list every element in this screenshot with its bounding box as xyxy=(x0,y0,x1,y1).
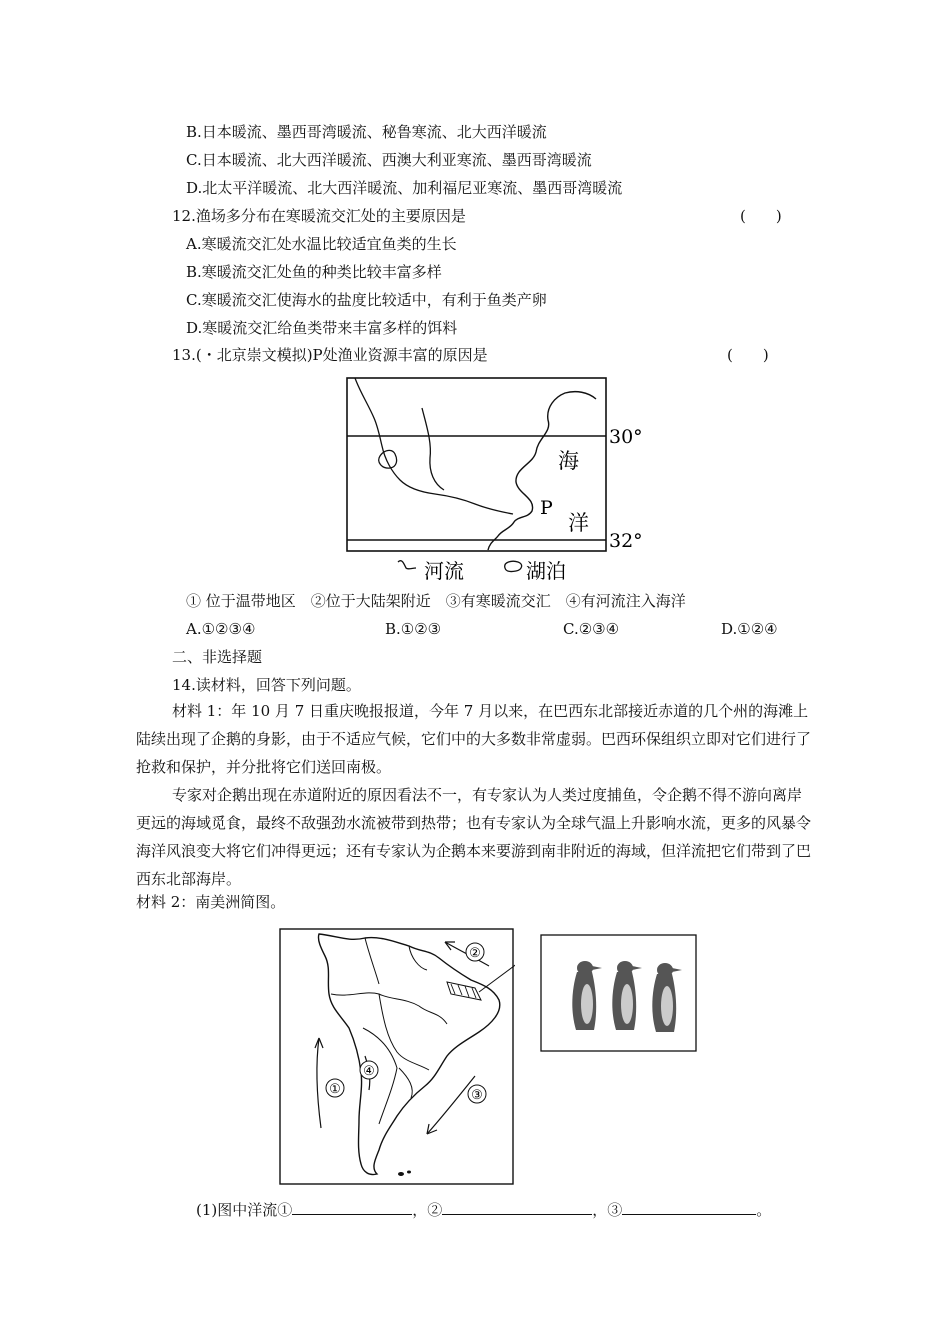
q11-option-b: B.日本暖流、墨西哥湾暖流、秘鲁寒流、北大西洋暖流 xyxy=(186,123,547,141)
south-america-map xyxy=(279,928,515,1188)
q14-sub1 xyxy=(196,1200,771,1220)
q13-statements: ① 位于温带地区 ②位于大陆架附近 ③有寒暖流交汇 ④有河流注入海洋 xyxy=(186,592,686,610)
q12-option-b: B.寒暖流交汇处鱼的种类比较丰富多样 xyxy=(186,263,442,281)
q14-sub1-sep2: ，③ xyxy=(592,1201,623,1219)
current-label-4: ④ xyxy=(363,1064,375,1079)
q14-sub1-sep: ，② xyxy=(412,1201,443,1219)
q14-sub1-prefix: (1)图中洋流① xyxy=(196,1201,293,1219)
river-main xyxy=(355,378,513,514)
answer-blank-2[interactable] xyxy=(442,1200,592,1215)
q14-material-2: 材料 2：南美洲简图。 xyxy=(136,893,286,911)
q13-stem: 13.(・北京崇文模拟)P处渔业资源丰富的原因是 xyxy=(172,346,488,364)
legend-lake-symbol xyxy=(505,561,522,571)
legend-river-symbol xyxy=(398,561,416,569)
current-label-2: ② xyxy=(469,946,481,961)
q12-stem: 12.渔场多分布在寒暖流交汇处的主要原因是 xyxy=(172,207,466,225)
section-heading: 二、非选择题 xyxy=(172,648,263,666)
legend-river-label: 河流 xyxy=(424,559,464,583)
latitude-30-label: 30° xyxy=(609,426,643,448)
legend-lake-label: 湖泊 xyxy=(526,559,566,583)
penguin-inset-image xyxy=(540,934,697,1052)
q12-option-d: D.寒暖流交汇给鱼类带来丰富多样的饵料 xyxy=(186,319,458,337)
q12-answer-paren: ( ) xyxy=(740,207,782,225)
q12-option-a: A.寒暖流交汇处水温比较适宜鱼类的生长 xyxy=(186,235,457,253)
q12-option-c: C.寒暖流交汇使海水的盐度比较适中，有利于鱼类产卵 xyxy=(186,291,547,309)
lake xyxy=(379,450,397,468)
q13-option-a: A.①②③④ xyxy=(186,620,256,638)
q13-answer-paren: ( ) xyxy=(727,346,769,364)
river-tributary xyxy=(422,408,444,490)
q14-material-1: 材料 1：年 10 月 7 日重庆晚报报道，今年 7 月以来，在巴西东北部接近赤道的几个州的海滩上陆续出现了企鹅的身影，由于不适应气候，它们中的大多数非常虚弱。巴西环保组织立即对它们进行了抢救和保护，并分批将它们送回南极。 xyxy=(136,702,812,776)
q14-material-1-experts: 专家对企鹅出现在赤道附近的原因看法不一，有专家认为人类过度捕鱼，令企鹅不得不游向离岸更远的海域觅食，最终不敌强劲水流被带到热带；也有专家认为全球气温上升影响水流，更多的风暴令海洋风浪变大将它们冲得更远；还有专家认为企鹅本来要游到南非附近的海域，但洋流把它们带到了巴西东北部海岸。 xyxy=(136,786,812,888)
q14-sub1-end: 。 xyxy=(756,1201,772,1219)
coastal-map-figure xyxy=(340,372,660,588)
q13-option-c: C.②③④ xyxy=(563,620,620,638)
q14-stem: 14.读材料，回答下列问题。 xyxy=(172,676,361,694)
q13-option-d: D.①②④ xyxy=(721,620,778,638)
current-label-1: ① xyxy=(329,1082,341,1097)
q13-option-b: B.①②③ xyxy=(385,620,442,638)
q11-option-c: C.日本暖流、北大西洋暖流、西澳大利亚寒流、墨西哥湾暖流 xyxy=(186,151,592,169)
current-label-3: ③ xyxy=(471,1088,483,1103)
q11-option-d: D.北太平洋暖流、北大西洋暖流、加利福尼亚寒流、墨西哥湾暖流 xyxy=(186,179,623,197)
sea-label-2: 洋 xyxy=(568,511,589,535)
penguin-illustration xyxy=(572,961,682,1032)
point-p-label: P xyxy=(540,497,553,519)
latitude-32-label: 32° xyxy=(609,530,643,552)
answer-blank-3[interactable] xyxy=(622,1200,756,1215)
sea-label-1: 海 xyxy=(558,449,579,473)
answer-blank-1[interactable] xyxy=(292,1200,412,1215)
